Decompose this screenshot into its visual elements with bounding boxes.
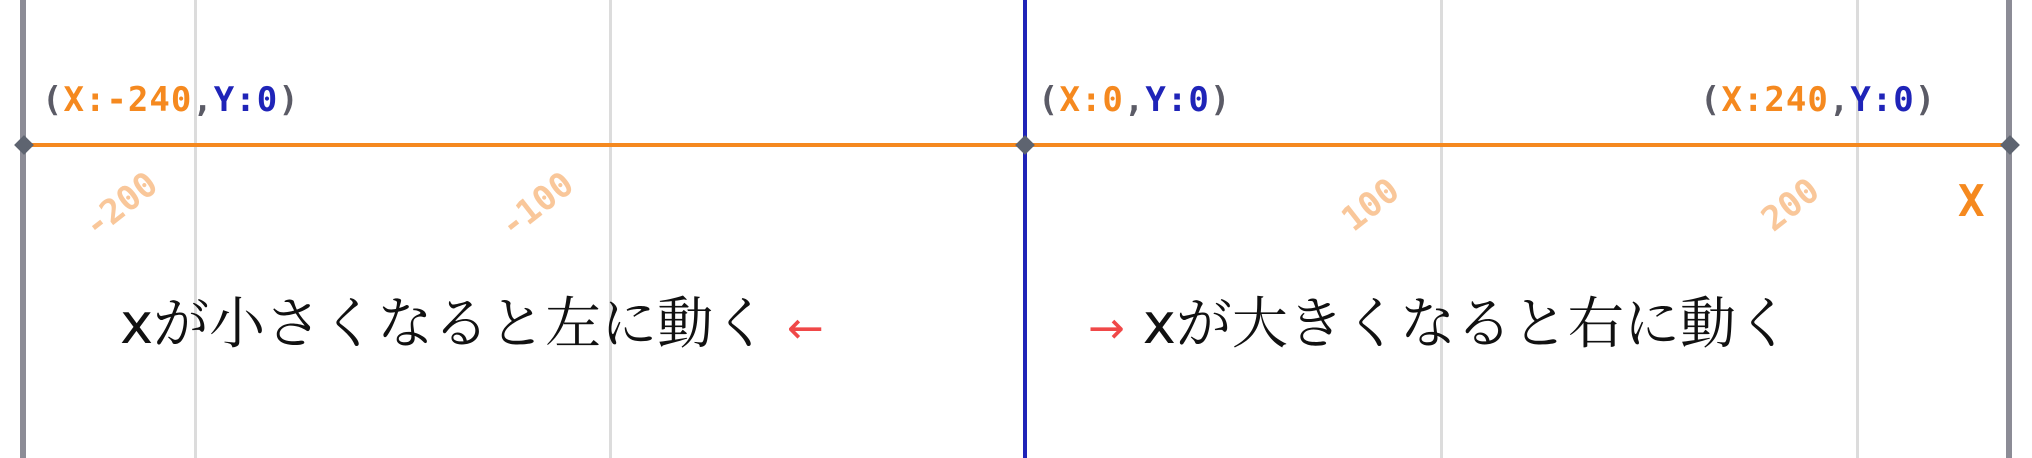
tick-label-100: 100 — [1334, 170, 1408, 240]
tick-label-200: 200 — [1754, 170, 1828, 240]
left-arrow-icon: ← — [786, 303, 824, 354]
separator: , — [1123, 80, 1146, 120]
left-edge-coordinate-label — [42, 78, 300, 122]
paren-close: ) — [1209, 80, 1232, 120]
origin-marker — [1015, 135, 1035, 155]
tick-label-minus-100: -100 — [492, 164, 582, 246]
paren-close: ) — [278, 80, 300, 120]
caption-left-text: xが小さくなると左に動く — [120, 292, 770, 357]
paren-open: ( — [1038, 80, 1060, 120]
paren-open: ( — [42, 80, 64, 120]
caption-move-left — [120, 290, 824, 364]
gridline-minus-200 — [194, 0, 197, 458]
right-arrow-icon: → — [1088, 303, 1125, 354]
y-value: Y:0 — [213, 80, 279, 120]
x-axis-name: X — [1958, 176, 1985, 227]
x-value: X:-240 — [63, 80, 193, 120]
tick-label-minus-200: -200 — [76, 164, 166, 246]
stage-left-border — [20, 0, 26, 458]
y-value: Y:0 — [1850, 80, 1915, 120]
gridline-100 — [1440, 0, 1443, 458]
paren-open: ( — [1700, 80, 1722, 120]
x-value: X:0 — [1059, 80, 1124, 120]
y-axis-line — [1023, 0, 1027, 458]
origin-coordinate-label — [1038, 78, 1231, 122]
right-edge-marker — [2000, 135, 2020, 155]
separator: , — [1828, 80, 1851, 120]
x-value: X:240 — [1721, 80, 1829, 120]
caption-move-right — [1088, 290, 1792, 364]
left-edge-marker — [14, 135, 34, 155]
right-edge-coordinate-label — [1700, 78, 1936, 122]
paren-close: ) — [1914, 80, 1937, 120]
gridline-200 — [1856, 0, 1859, 458]
gridline-minus-100 — [609, 0, 612, 458]
separator: , — [192, 80, 214, 120]
caption-right-text: xが大きくなると右に動く — [1142, 292, 1792, 357]
y-value: Y:0 — [1145, 80, 1210, 120]
stage-right-border — [2006, 0, 2012, 458]
